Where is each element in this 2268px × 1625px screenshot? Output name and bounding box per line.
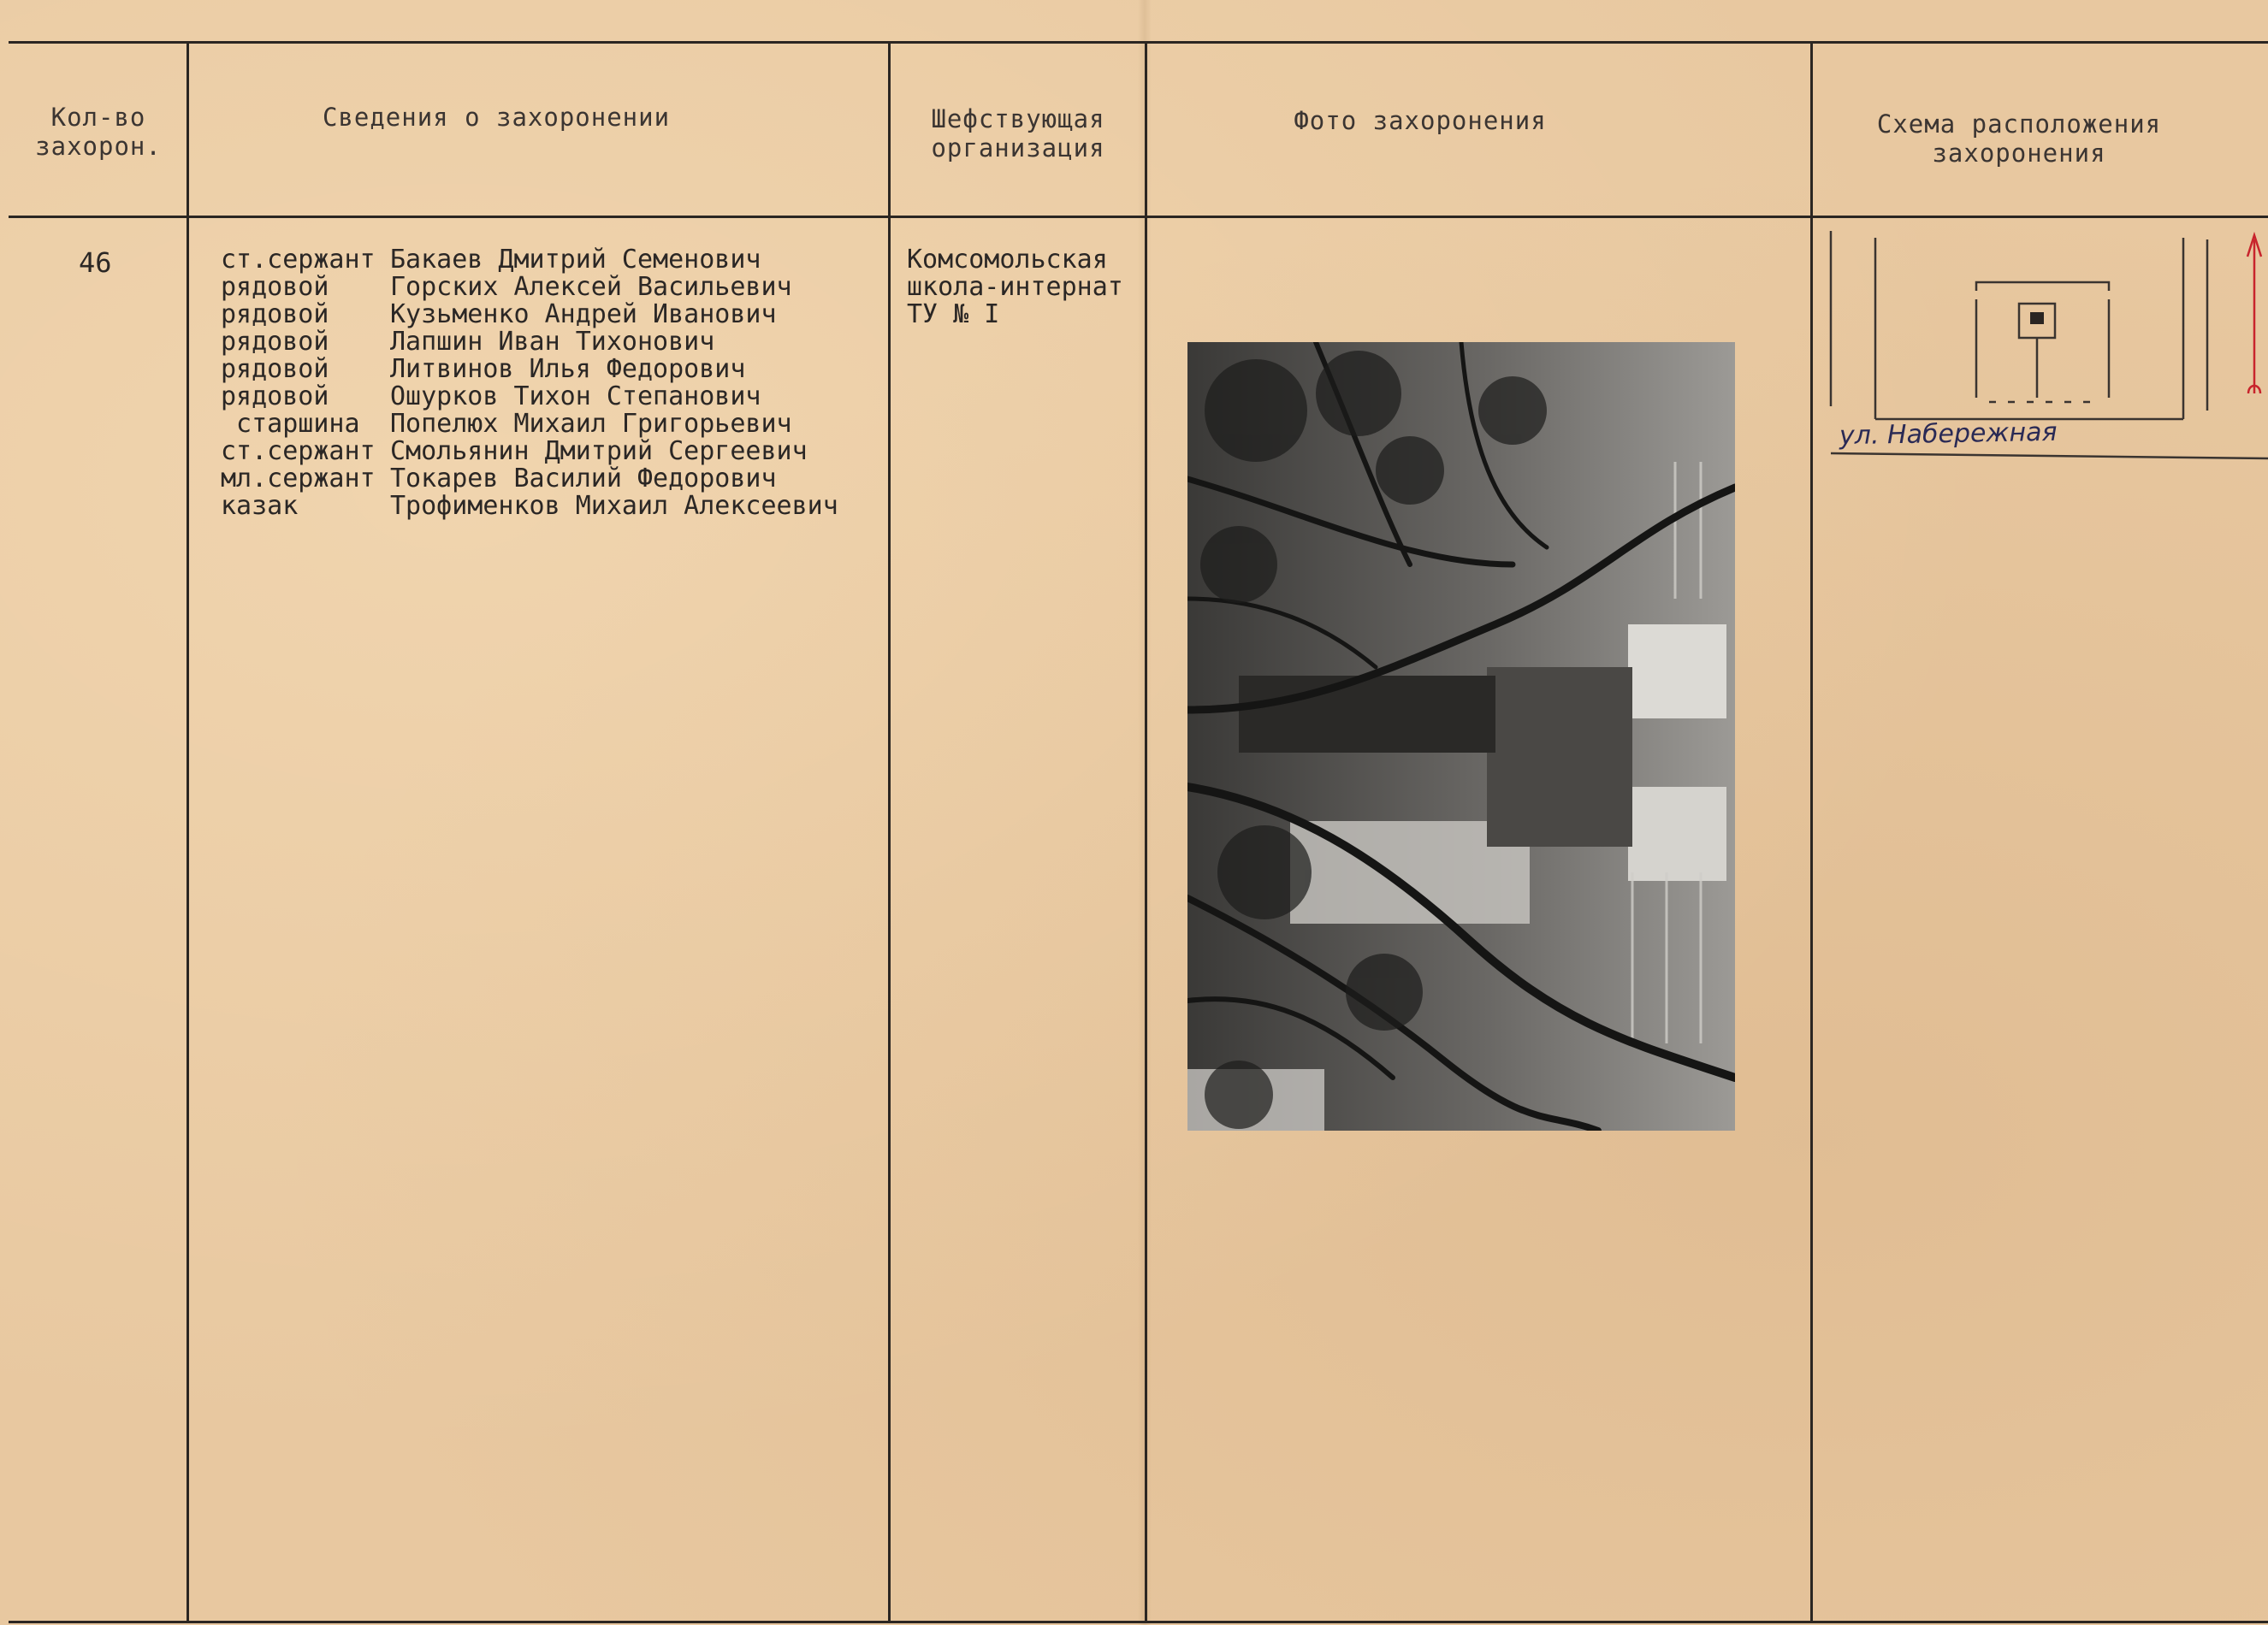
north-arrow-icon <box>2247 235 2261 393</box>
scheme-grave-mark <box>2030 312 2044 324</box>
soldier-row <box>221 493 871 520</box>
soldier-rank: рядовой <box>221 381 329 411</box>
column-divider-2 <box>888 41 891 1623</box>
buried-soldiers-list <box>221 246 871 520</box>
memorial-photo <box>1187 342 1735 1131</box>
soldier-name: Ошурков Тихон Степанович <box>390 381 761 411</box>
soldier-rank: рядовой <box>221 354 329 384</box>
soldier-name: Токарев Василий Федорович <box>390 464 777 493</box>
header-photo-text: Фото захоронения <box>1294 106 1547 135</box>
header-scheme <box>1856 109 2182 168</box>
soldier-row <box>221 383 871 411</box>
soldier-name: Литвинов Илья Федорович <box>390 354 746 384</box>
soldier-row <box>221 465 871 493</box>
header-scheme-line2: захоронения <box>1932 139 2106 168</box>
soldier-name: Смольянин Дмитрий Сергеевич <box>390 436 808 466</box>
header-scheme-line1: Схема расположения <box>1876 109 2162 139</box>
soldier-rank: рядовой <box>221 327 329 357</box>
header-count-line1: Кол-во <box>50 103 146 132</box>
soldier-row <box>221 274 871 301</box>
scheme-street-line <box>1831 453 2268 458</box>
header-photo <box>1232 106 1608 135</box>
header-info <box>257 103 736 132</box>
soldier-rank: ст.сержант <box>221 436 376 466</box>
scheme-fence-top <box>1976 282 2109 291</box>
table-top-border <box>9 41 2268 44</box>
header-count <box>26 103 171 161</box>
soldier-rank: мл.сержант <box>221 464 376 493</box>
header-org <box>898 104 1138 162</box>
column-divider-1 <box>187 41 189 1623</box>
soldier-rank: старшина <box>221 409 360 439</box>
patron-organization <box>907 246 1146 328</box>
burial-count: 46 <box>79 246 112 279</box>
header-count-line2: захорон. <box>35 132 162 161</box>
soldier-rank: рядовой <box>221 272 329 302</box>
soldier-name: Попелюх Михаил Григорьевич <box>390 409 792 439</box>
header-org-line2: организация <box>931 133 1105 162</box>
memorial-photo-image <box>1187 342 1735 1131</box>
header-org-line1: Шефствующая <box>931 104 1105 133</box>
soldier-name: Бакаев Дмитрий Семенович <box>390 245 761 275</box>
soldier-rank: рядовой <box>221 299 329 329</box>
soldier-name: Кузьменко Андрей Иванович <box>390 299 777 329</box>
soldier-name: Трофименков Михаил Алексеевич <box>390 491 838 521</box>
soldier-row <box>221 356 871 383</box>
soldier-row <box>221 328 871 356</box>
soldier-rank: казак <box>221 491 299 521</box>
street-label: ул. Набережная <box>1839 417 2058 452</box>
column-divider-4 <box>1810 41 1813 1623</box>
soldier-row <box>221 411 871 438</box>
header-info-text: Сведения о захоронении <box>322 103 671 132</box>
soldier-row <box>221 246 871 274</box>
soldier-row <box>221 301 871 328</box>
soldier-row <box>221 438 871 465</box>
org-line: школа-интернат <box>907 272 1123 302</box>
soldier-name: Горских Алексей Васильевич <box>390 272 792 302</box>
soldier-name: Лапшин Иван Тихонович <box>390 327 715 357</box>
soldier-rank: ст.сержант <box>221 245 376 275</box>
org-line: Комсомольская <box>907 245 1108 275</box>
header-bottom-border <box>9 216 2268 218</box>
org-line: ТУ № I <box>907 299 1000 329</box>
table-bottom-border <box>9 1621 2268 1623</box>
